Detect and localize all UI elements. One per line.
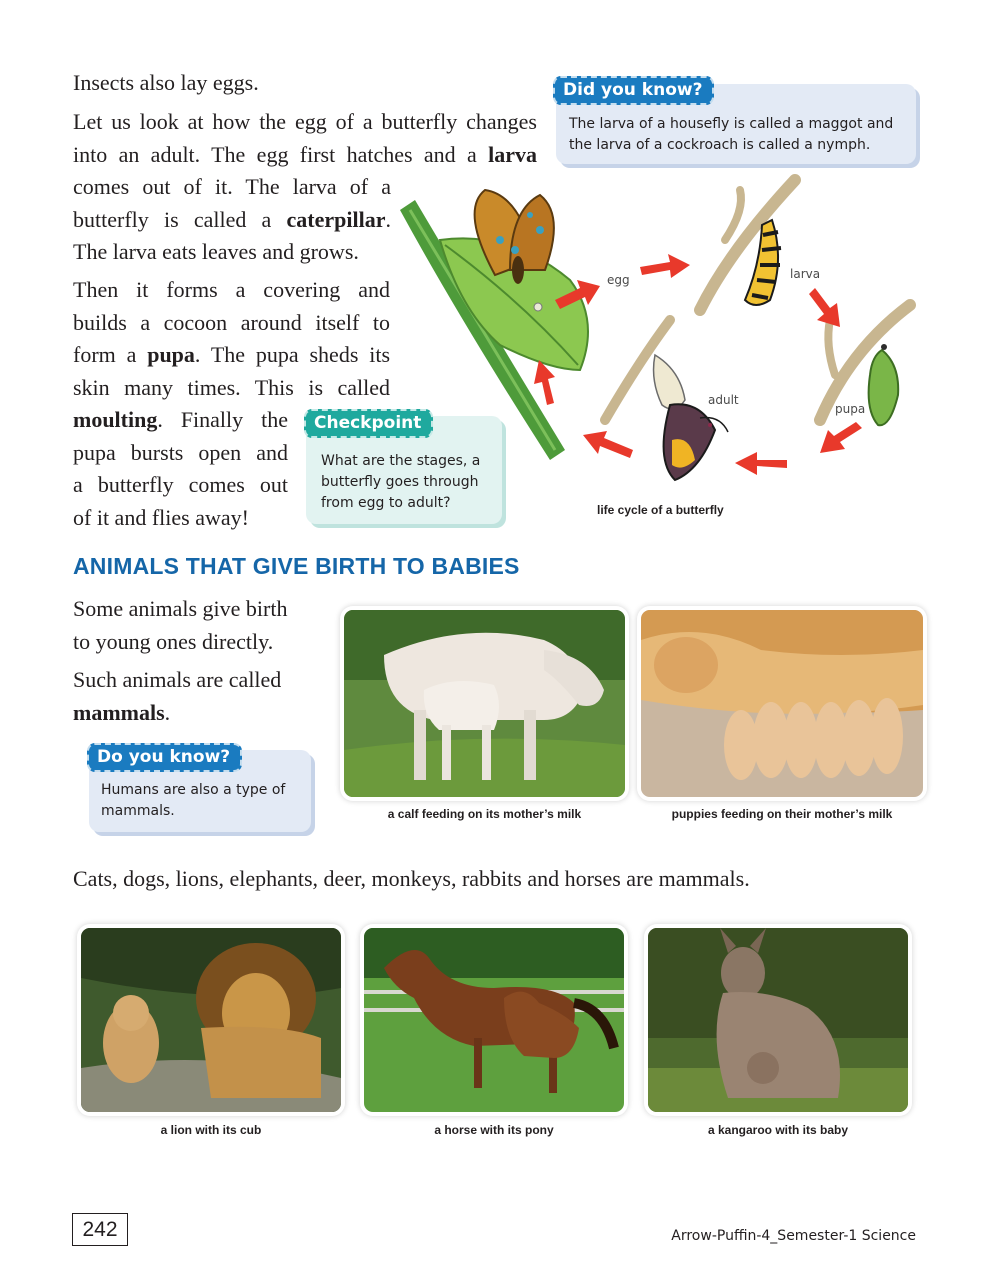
text-line: Some animals give birth bbox=[73, 596, 288, 621]
label-egg: egg bbox=[607, 273, 630, 287]
text-line: comes out of it. The larva of a bbox=[73, 174, 391, 199]
text-line: moulting. Finally the bbox=[73, 407, 288, 432]
do-you-know-tag: Do you know? bbox=[87, 743, 242, 772]
text-line: mammals. bbox=[73, 699, 171, 725]
text-line: Then it forms a covering and bbox=[73, 277, 390, 302]
text-line: builds a cocoon around itself to bbox=[73, 309, 390, 335]
text-line: form a pupa. The pupa sheds its bbox=[73, 342, 390, 367]
caption-horse: a horse with its pony bbox=[434, 1123, 554, 1137]
text-line: of it and flies away! bbox=[73, 504, 249, 530]
text-line: to young ones directly. bbox=[73, 628, 274, 654]
do-you-know-text: Humans are also a type of mammals. bbox=[101, 782, 286, 819]
caption-calf: a calf feeding on its mother’s milk bbox=[387, 807, 582, 821]
intro-line-insects: Insects also lay eggs. bbox=[73, 70, 259, 95]
page-number-box bbox=[72, 1213, 128, 1246]
emerging-butterfly bbox=[654, 355, 728, 480]
egg-dot bbox=[534, 303, 542, 311]
mammals-list-sentence: Cats, dogs, lions, elephants, deer, monkeys, rabbits and horses are mammals. bbox=[73, 866, 750, 891]
text-line: Let us look at how the egg of a butterfly changes bbox=[73, 109, 537, 134]
paragraph-mammals bbox=[73, 593, 313, 729]
text-line: Such animals are called bbox=[73, 667, 282, 692]
text-line: The larva eats leaves and grows. bbox=[73, 239, 359, 264]
text-line: butterfly is called a caterpillar. bbox=[73, 206, 391, 232]
did-you-know-tag: Did you know? bbox=[553, 76, 714, 105]
page-number: 242 bbox=[82, 1217, 118, 1241]
life-cycle-caption: life cycle of a butterfly bbox=[597, 503, 724, 517]
photo-lion-and-cub bbox=[81, 928, 341, 1112]
did-you-know-text: The larva of a housefly is called a maggot and the larva of a cockroach is called a nymph. bbox=[569, 116, 894, 153]
caption-puppies: puppies feeding on their mother’s milk bbox=[671, 807, 893, 821]
footer-book-title: Arrow-Puffin-4_Semester-1 Science bbox=[671, 1228, 916, 1244]
text-line: pupa bursts open and bbox=[73, 439, 288, 465]
photo-kangaroo-and-joey bbox=[648, 928, 908, 1112]
text-line: a butterfly comes out bbox=[73, 472, 288, 497]
pupa bbox=[869, 344, 899, 425]
section-heading: ANIMALS THAT GIVE BIRTH TO BABIES bbox=[73, 553, 520, 579]
text-line: skin many times. This is called bbox=[73, 374, 390, 400]
label-adult: adult bbox=[708, 393, 739, 407]
photo-horse-and-foal bbox=[364, 928, 624, 1112]
checkpoint-text: What are the stages, a butterfly goes through from egg to adult? bbox=[321, 453, 481, 511]
photo-cow-and-calf bbox=[344, 610, 625, 797]
label-larva: larva bbox=[790, 267, 821, 281]
life-cycle-illustration bbox=[400, 170, 940, 500]
photo-dog-and-puppies bbox=[641, 610, 923, 797]
label-pupa: pupa bbox=[835, 402, 866, 416]
caption-lion: a lion with its cub bbox=[160, 1123, 262, 1137]
caption-kangaroo: a kangaroo with its baby bbox=[707, 1123, 849, 1137]
text-line: into an adult. The egg first hatches and a larva bbox=[73, 141, 537, 167]
checkpoint-tag: Checkpoint bbox=[304, 409, 433, 438]
